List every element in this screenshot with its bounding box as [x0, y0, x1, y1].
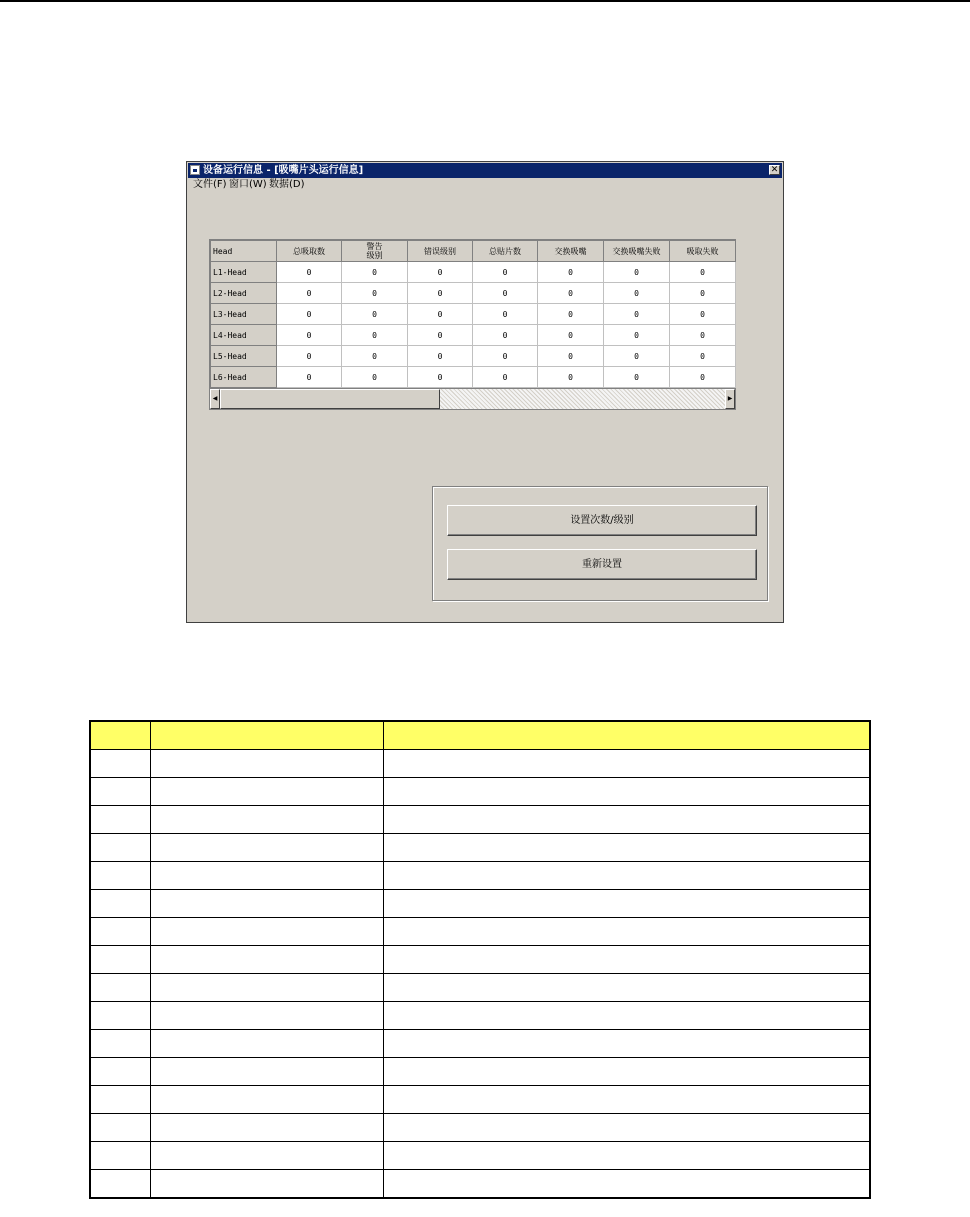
scroll-right-icon[interactable]: ▶ — [725, 389, 735, 409]
reset-button[interactable]: 重新设置 — [447, 549, 757, 580]
table-row — [90, 1086, 870, 1114]
table-cell — [150, 890, 383, 918]
grid-cell[interactable]: 0 — [408, 283, 473, 304]
set-count-level-button[interactable]: 设置次数/级别 — [447, 505, 757, 536]
column-header-total-pick[interactable]: 总吸取数 — [277, 241, 342, 262]
header-cell-no — [90, 721, 150, 750]
grid-cell[interactable]: 0 — [342, 367, 408, 388]
grid-cell[interactable]: 0 — [342, 346, 408, 367]
menu-data[interactable]: 数据(D) — [269, 179, 305, 190]
table-cell — [150, 946, 383, 974]
scroll-left-icon[interactable]: ◀ — [210, 389, 220, 409]
grid-cell[interactable]: 0 — [342, 262, 408, 283]
grid-cell[interactable]: 0 — [473, 262, 538, 283]
title-bar — [188, 163, 782, 178]
grid-cell[interactable]: 0 — [670, 262, 736, 283]
header-cell-item — [150, 721, 383, 750]
menu-window[interactable]: 窗口(W) — [229, 179, 267, 190]
grid-cell[interactable]: 0 — [670, 325, 736, 346]
column-header-total-place[interactable]: 总贴片数 — [473, 241, 538, 262]
table-cell — [150, 918, 383, 946]
grid-cell[interactable]: 0 — [604, 325, 670, 346]
table-cell — [150, 862, 383, 890]
table-cell — [383, 1114, 870, 1142]
grid-cell[interactable]: 0 — [538, 304, 604, 325]
grid-cell[interactable]: 0 — [277, 367, 342, 388]
table-cell — [150, 974, 383, 1002]
grid-cell[interactable]: 0 — [670, 346, 736, 367]
grid-cell[interactable]: 0 — [604, 304, 670, 325]
table-cell — [150, 778, 383, 806]
column-header-pick-fail[interactable]: 吸取失败 — [670, 241, 736, 262]
table-cell — [383, 974, 870, 1002]
table-cell — [90, 806, 150, 834]
table-cell — [90, 946, 150, 974]
table-cell — [90, 1086, 150, 1114]
table-cell — [383, 750, 870, 778]
column-header-error-level[interactable]: 错误级别 — [408, 241, 473, 262]
table-cell — [383, 890, 870, 918]
grid-cell[interactable]: 0 — [670, 367, 736, 388]
table-cell — [383, 806, 870, 834]
table-cell — [90, 918, 150, 946]
table-cell — [383, 1142, 870, 1170]
table-cell — [90, 890, 150, 918]
grid-cell[interactable]: 0 — [670, 304, 736, 325]
table-cell — [90, 750, 150, 778]
grid-cell[interactable]: 0 — [408, 325, 473, 346]
column-header-head: Head — [211, 241, 277, 262]
table-cell — [90, 974, 150, 1002]
table-cell — [150, 834, 383, 862]
table-row — [90, 834, 870, 862]
table-cell — [90, 1142, 150, 1170]
column-header-nozzle-change-fail[interactable]: 交换吸嘴失败 — [604, 241, 670, 262]
table-cell — [150, 1142, 383, 1170]
table-cell — [150, 1170, 383, 1199]
column-header-nozzle-change[interactable]: 交换吸嘴 — [538, 241, 604, 262]
grid-cell[interactable]: 0 — [473, 367, 538, 388]
table-cell — [150, 1058, 383, 1086]
table-cell — [150, 1114, 383, 1142]
table-cell — [383, 1002, 870, 1030]
table-row — [90, 1058, 870, 1086]
table-cell — [150, 806, 383, 834]
table-cell — [90, 1114, 150, 1142]
grid-cell[interactable]: 0 — [604, 346, 670, 367]
table-cell — [383, 778, 870, 806]
table-row — [90, 778, 870, 806]
table-row — [211, 283, 736, 304]
grid-cell[interactable]: 0 — [277, 304, 342, 325]
table-row — [90, 1030, 870, 1058]
horizontal-scrollbar[interactable] — [209, 388, 736, 410]
table-row — [90, 918, 870, 946]
grid-cell[interactable]: 0 — [277, 325, 342, 346]
table-row — [211, 367, 736, 388]
table-row — [211, 304, 736, 325]
grid-cell[interactable]: 0 — [473, 283, 538, 304]
table-cell — [150, 1086, 383, 1114]
grid-cell[interactable]: 0 — [473, 325, 538, 346]
description-header-row — [90, 721, 870, 750]
grid-cell[interactable]: 0 — [408, 346, 473, 367]
grid-cell[interactable]: 0 — [670, 283, 736, 304]
grid-cell[interactable]: 0 — [538, 346, 604, 367]
row-header: L1-Head — [211, 262, 277, 283]
table-cell — [90, 778, 150, 806]
column-header-warning-level[interactable]: 警告 级别 — [342, 241, 408, 262]
window-title: 设备运行信息 - [吸嘴片头运行信息] — [203, 165, 364, 176]
head-info-grid[interactable] — [209, 239, 736, 389]
grid-cell[interactable]: 0 — [538, 262, 604, 283]
device-info-window — [186, 161, 784, 623]
table-row — [90, 1170, 870, 1199]
table-row — [211, 262, 736, 283]
table-cell — [383, 946, 870, 974]
table-cell — [90, 1030, 150, 1058]
table-cell — [90, 834, 150, 862]
table-row — [90, 1114, 870, 1142]
description-table — [89, 720, 871, 1199]
page-top-rule — [0, 0, 970, 2]
table-row — [90, 1002, 870, 1030]
table-row — [90, 1142, 870, 1170]
app-icon — [190, 165, 200, 175]
table-cell — [150, 750, 383, 778]
table-cell — [383, 834, 870, 862]
grid-cell[interactable]: 0 — [408, 304, 473, 325]
grid-cell[interactable]: 0 — [277, 346, 342, 367]
grid-cell[interactable]: 0 — [408, 262, 473, 283]
table-row — [90, 750, 870, 778]
grid-cell[interactable]: 0 — [604, 367, 670, 388]
row-header: L6-Head — [211, 367, 277, 388]
grid-cell[interactable]: 0 — [277, 283, 342, 304]
table-cell — [383, 1058, 870, 1086]
grid-cell[interactable]: 0 — [604, 283, 670, 304]
table-cell — [90, 1170, 150, 1199]
menu-bar — [188, 178, 782, 192]
table-cell — [383, 1086, 870, 1114]
header-cell-description — [383, 721, 870, 750]
table-row — [90, 862, 870, 890]
table-cell — [90, 1002, 150, 1030]
grid-header-row — [211, 241, 736, 262]
grid-cell[interactable]: 0 — [538, 283, 604, 304]
scroll-thumb[interactable] — [220, 389, 440, 409]
table-row — [90, 806, 870, 834]
grid-cell[interactable]: 0 — [342, 283, 408, 304]
table-row — [211, 325, 736, 346]
close-button[interactable]: ✕ — [770, 165, 779, 175]
table-cell — [383, 1170, 870, 1199]
table-row — [211, 346, 736, 367]
grid-cell[interactable]: 0 — [604, 262, 670, 283]
grid-cell[interactable]: 0 — [538, 367, 604, 388]
table-cell — [90, 862, 150, 890]
table-row — [90, 974, 870, 1002]
grid-cell[interactable]: 0 — [408, 367, 473, 388]
grid-cell-selected[interactable]: 0 — [277, 262, 342, 283]
row-header: L4-Head — [211, 325, 277, 346]
grid-cell[interactable]: 0 — [473, 304, 538, 325]
grid-cell[interactable]: 0 — [538, 325, 604, 346]
table-cell — [383, 862, 870, 890]
settings-group-box — [432, 486, 768, 601]
grid-cell[interactable]: 0 — [342, 325, 408, 346]
grid-cell[interactable]: 0 — [342, 304, 408, 325]
table-cell — [383, 1030, 870, 1058]
row-header: L3-Head — [211, 304, 277, 325]
table-cell — [383, 918, 870, 946]
table-row — [90, 890, 870, 918]
grid-cell[interactable]: 0 — [473, 346, 538, 367]
table-cell — [90, 1058, 150, 1086]
row-header: L5-Head — [211, 346, 277, 367]
menu-file[interactable]: 文件(F) — [193, 179, 227, 190]
table-cell — [150, 1002, 383, 1030]
table-cell — [150, 1030, 383, 1058]
row-header: L2-Head — [211, 283, 277, 304]
table-row — [90, 946, 870, 974]
